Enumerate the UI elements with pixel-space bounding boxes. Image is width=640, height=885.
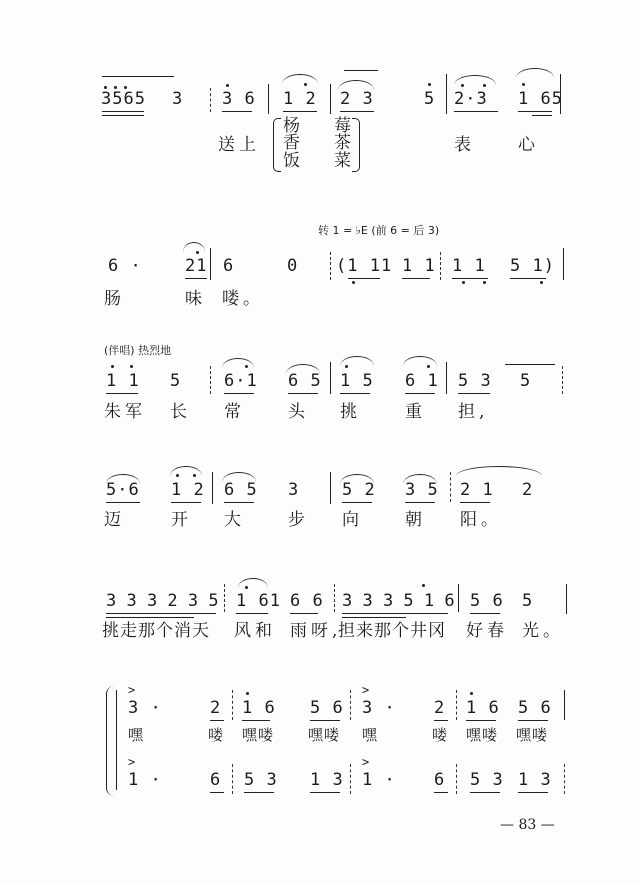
note-group: 0 [287,256,299,276]
note-group: 5 [424,89,436,109]
note-group: 6 · [108,256,142,276]
note-group: 5 [170,371,182,391]
note-group: (1 11 [336,256,393,276]
lyric-option: 饭 [283,151,304,171]
note-group: 6 5 [288,371,322,391]
note-group: 5 3 [244,770,278,790]
music-score: 3565 3 3 6 1 2 2 3 5 2·3 1 65 送上 杨 莓 香 茶 饭 菜 表 心 转 1 = ♭E (前 6 = 后 3) 6 · 21 6 0 (1 11 1 1 1 1 5 1) 肠 味 喽。 (伴唱) 热烈地 1 1 5 6·1 6 5 1 5 6 1 5 3 5 朱军 长 常 头 挑 重 担, 5·6 1 2 6 5 3 5 2 3 5 2 1 2 迈 开 大 步 向 朝 阳。 3 3 3 2 3 5 1 61 6 6 3 3 3 5 1 6 5 6 5 挑走那个消天 风和 雨呀, 担来那个井冈 好春 光。 > 3 · 2 1 6 5 6 > 3 · 2 1 6 5 6 嘿 喽 嘿喽 嘿喽 嘿 喽 嘿喽 嘿喽 > > 1 · 6 5 3 1 3 1 · 6 5 3 1 3 — 83 — [0,0,640,885]
note-group: 1 · [362,770,396,790]
lyric: 大 [224,510,245,530]
note-group: 1 3 [518,770,552,790]
note-group: 6 5 [224,480,258,500]
lyric: 阳。 [460,510,502,530]
lyric: 头 [288,402,309,422]
note-group: 1 61 [236,591,281,611]
note-group: 6 6 [290,591,324,611]
note-group: 1 1 [402,256,436,276]
note-group: 3 5 [405,480,439,500]
note-group: 2 [434,698,446,718]
note-group: 2 [210,698,222,718]
lyric: 表 [454,135,475,155]
lyric: 挑 [340,402,361,422]
lyric: 喽 [208,726,225,744]
note-group: 3 [288,480,300,500]
note-group: 5 [522,591,534,611]
note-group: 5 6 [518,698,552,718]
note-group: 1 65 [518,89,563,109]
lyric-option: 菜 [334,151,355,171]
note-group: 1 6 [466,698,500,718]
note-group: 5 [520,371,532,391]
note-group: 3565 [101,89,146,109]
note-group: 1 1 [106,371,140,391]
note-group: 3 6 [222,89,256,109]
note-group: 3 3 3 5 1 6 [342,591,455,611]
lyric-option: 杨 [283,116,304,136]
note-group: 6 [210,770,222,790]
lyric: 开 [171,510,192,530]
lyric: 嘿喽 [242,726,275,744]
note-group: 5 3 [458,371,492,391]
note-group: 5 6 [470,591,504,611]
note-group: 6 [223,256,235,276]
note-group: 5 2 [342,480,376,500]
lyric: 喽 [432,726,449,744]
lyric: 嘿 [128,726,145,744]
lyric: 挑走那个消天 [102,621,210,641]
note-group: 3 · [362,698,396,718]
note-group: 2 3 [340,89,374,109]
note-group: 6 [434,770,446,790]
section-marking: (伴唱) 热烈地 [104,344,172,357]
note-group: 1 · [128,770,162,790]
key-modulation: 转 1 = ♭E (前 6 = 后 3) [318,224,440,237]
note-group: 1 2 [171,480,205,500]
lyric: 长 [170,402,191,422]
note-group: 1 2 [283,89,317,109]
note-group: 2 [522,480,534,500]
lyric: 嘿 [362,726,379,744]
page-number: — 83 — [500,817,555,833]
note-group: 21 [185,256,208,276]
lyric: 好春 [466,621,508,641]
lyric: 光。 [522,621,564,641]
lyric-option: 莓 [334,116,355,136]
note-group: 3 [172,89,184,109]
lyric: 朱军 [104,402,146,422]
note-group: 2 1 [460,480,494,500]
note-group: 5 6 [310,698,344,718]
note-group: 1 3 [310,770,344,790]
lyric: 迈 [104,510,125,530]
lyric: 味 [185,289,206,309]
note-group: 5·6 [106,480,140,500]
note-group: 1 5 [340,371,374,391]
lyric: 心 [518,135,539,155]
lyric: 步 [288,510,309,530]
lyric: 嘿喽 [308,726,341,744]
lyric: 送上 [218,135,260,155]
note-group: 6·1 [224,371,258,391]
lyric: 喽。 [222,289,264,309]
lyric-option: 茶 [334,133,355,153]
lyric: 担, [458,402,489,422]
note-group: 6 1 [405,371,439,391]
note-group: 3 3 3 2 3 5 [106,591,219,611]
note-group: 1 6 [242,698,276,718]
lyric: 朝 [405,510,426,530]
lyric: 嘿喽 [466,726,499,744]
lyric: 向 [342,510,363,530]
note-group: 5 3 [470,770,504,790]
lyric: 常 [224,402,245,422]
lyric: 担来那个井冈 [338,621,446,641]
note-group: 2·3 [454,89,488,109]
lyric-option: 香 [283,133,304,153]
lyric: 重 [405,402,426,422]
lyric: 风和 [234,621,276,641]
note-group: 1 1 [452,256,486,276]
lyric: 肠 [104,289,125,309]
lyric: 雨呀, [290,621,342,641]
lyric: 嘿喽 [516,726,549,744]
note-group: 3 · [128,698,162,718]
note-group: 5 1) [510,256,555,276]
